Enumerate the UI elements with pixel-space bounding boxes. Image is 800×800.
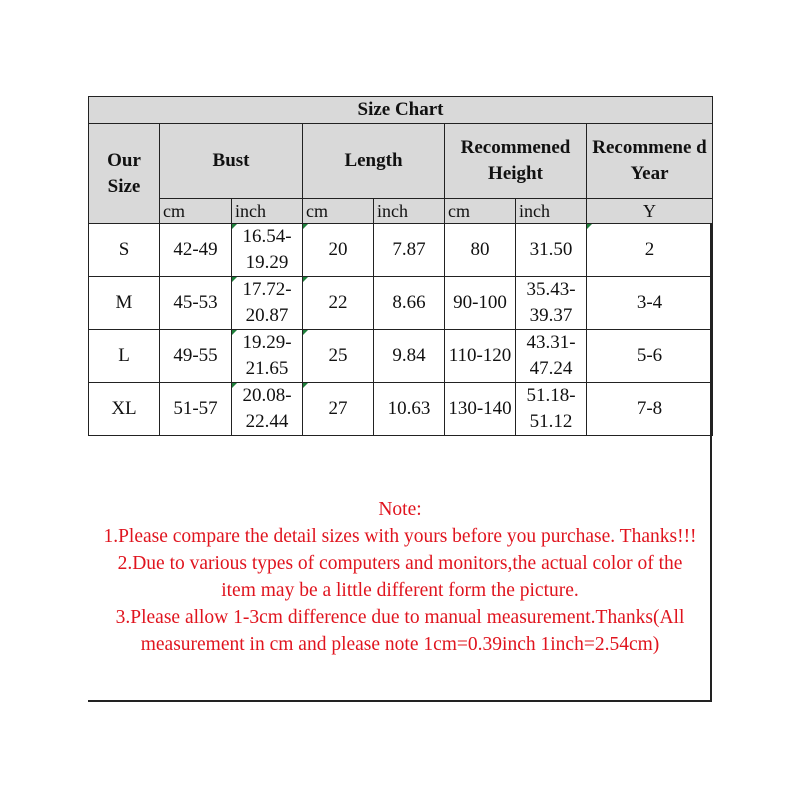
cell-height-inch: 35.43-39.37 bbox=[516, 277, 587, 330]
unit-bust-cm: cm bbox=[160, 199, 232, 224]
note-line: 3.Please allow 1-3cm difference due to manual measurement.Thanks(All bbox=[115, 607, 685, 628]
header-our-size: Our Size bbox=[89, 124, 160, 224]
cell-size: XL bbox=[89, 383, 160, 436]
unit-bust-inch: inch bbox=[232, 199, 303, 224]
header-recommended-year: Recommene d Year bbox=[587, 124, 713, 199]
unit-length-cm: cm bbox=[303, 199, 374, 224]
size-chart bbox=[88, 96, 712, 702]
cell-length-cm: 27 bbox=[303, 383, 374, 436]
cell-bust-inch: 17.72-20.87 bbox=[232, 277, 303, 330]
table-row bbox=[89, 224, 713, 277]
table-row bbox=[89, 277, 713, 330]
cell-height-cm: 90-100 bbox=[445, 277, 516, 330]
note-line: measurement in cm and please note 1cm=0.39inch 1inch=2.54cm) bbox=[140, 634, 660, 655]
note-line: 2.Due to various types of computers and monitors,the actual color of the bbox=[117, 553, 683, 574]
cell-length-inch: 10.63 bbox=[374, 383, 445, 436]
cell-bust-cm: 42-49 bbox=[160, 224, 232, 277]
cell-size: L bbox=[89, 330, 160, 383]
cell-length-inch: 7.87 bbox=[374, 224, 445, 277]
cell-height-cm: 110-120 bbox=[445, 330, 516, 383]
cell-year: 5-6 bbox=[587, 330, 713, 383]
unit-height-inch: inch bbox=[516, 199, 587, 224]
cell-bust-inch: 16.54-19.29 bbox=[232, 224, 303, 277]
cell-year: 2 bbox=[587, 224, 713, 277]
unit-length-inch: inch bbox=[374, 199, 445, 224]
cell-year: 3-4 bbox=[587, 277, 713, 330]
header-length: Length bbox=[303, 124, 445, 199]
cell-length-inch: 8.66 bbox=[374, 277, 445, 330]
cell-length-cm: 20 bbox=[303, 224, 374, 277]
cell-height-inch: 43.31-47.24 bbox=[516, 330, 587, 383]
cell-bust-inch: 20.08-22.44 bbox=[232, 383, 303, 436]
cell-bust-cm: 49-55 bbox=[160, 330, 232, 383]
cell-height-inch: 51.18-51.12 bbox=[516, 383, 587, 436]
header-recommended-height: Recommened Height bbox=[445, 124, 587, 199]
cell-height-cm: 130-140 bbox=[445, 383, 516, 436]
cell-size: S bbox=[89, 224, 160, 277]
cell-year: 7-8 bbox=[587, 383, 713, 436]
chart-title: Size Chart bbox=[89, 97, 713, 124]
cell-length-cm: 22 bbox=[303, 277, 374, 330]
note-line: item may be a little different form the picture. bbox=[221, 580, 579, 601]
header-bust: Bust bbox=[160, 124, 303, 199]
note-block bbox=[88, 496, 712, 658]
unit-year: Y bbox=[587, 199, 713, 224]
cell-bust-cm: 51-57 bbox=[160, 383, 232, 436]
cell-height-inch: 31.50 bbox=[516, 224, 587, 277]
note-heading: Note: bbox=[378, 499, 422, 520]
cell-bust-inch: 19.29-21.65 bbox=[232, 330, 303, 383]
note-line: 1.Please compare the detail sizes with yours before you purchase. Thanks!!! bbox=[103, 526, 697, 547]
size-table bbox=[88, 96, 713, 436]
cell-size: M bbox=[89, 277, 160, 330]
cell-length-cm: 25 bbox=[303, 330, 374, 383]
cell-height-cm: 80 bbox=[445, 224, 516, 277]
cell-length-inch: 9.84 bbox=[374, 330, 445, 383]
table-row bbox=[89, 330, 713, 383]
cell-bust-cm: 45-53 bbox=[160, 277, 232, 330]
unit-height-cm: cm bbox=[445, 199, 516, 224]
table-row bbox=[89, 383, 713, 436]
